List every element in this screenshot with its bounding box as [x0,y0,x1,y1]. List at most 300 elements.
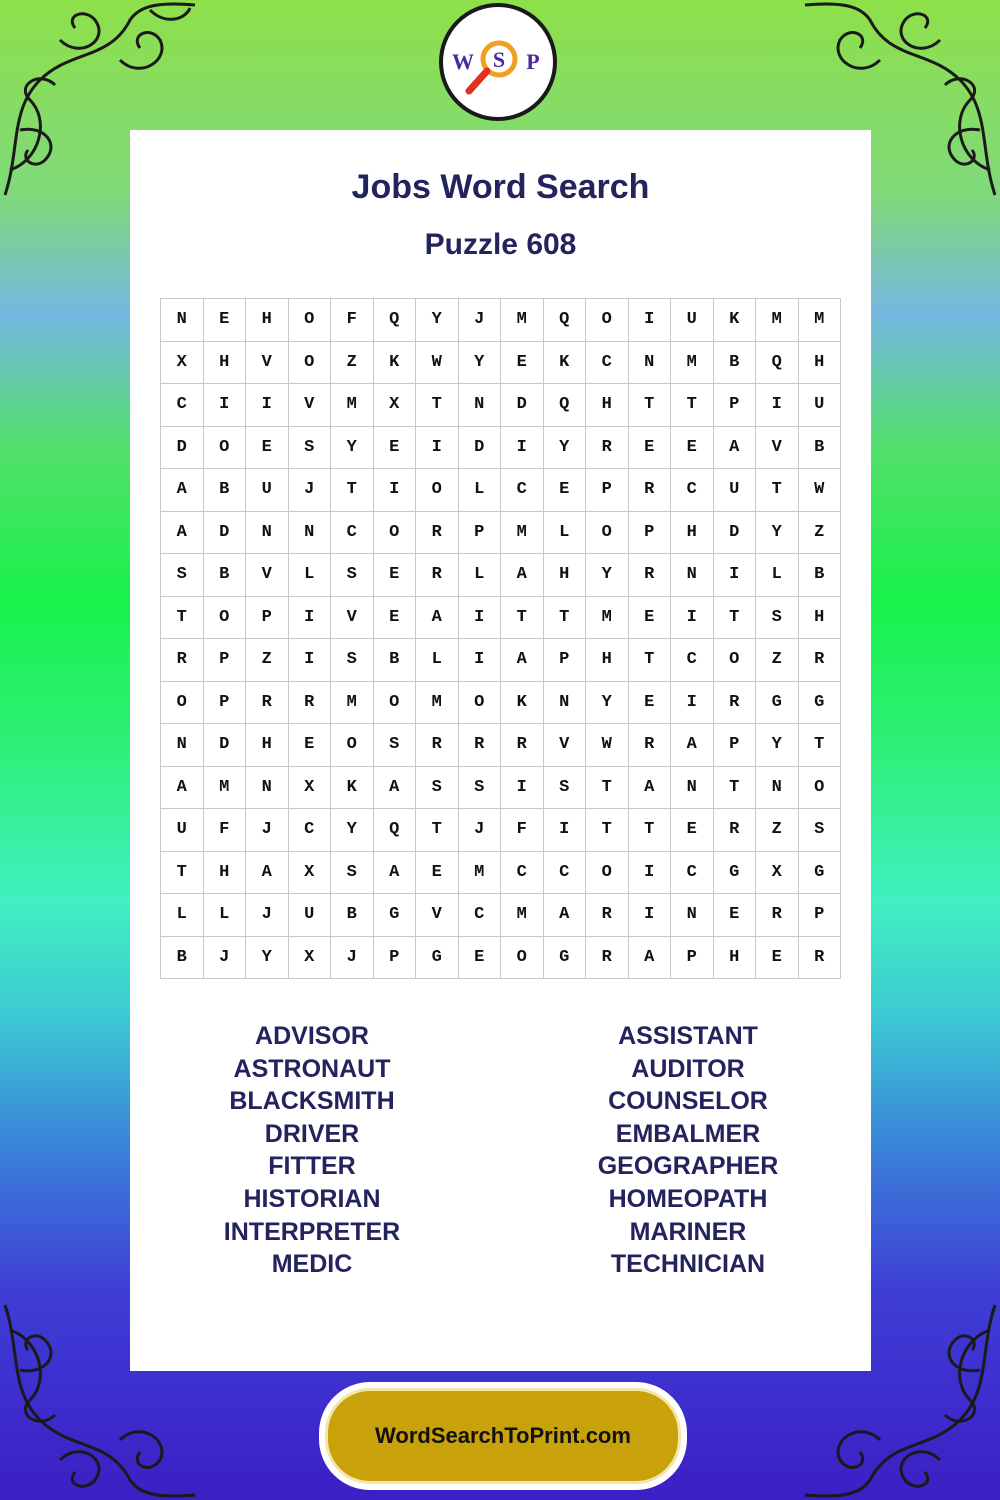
grid-cell[interactable]: S [331,851,374,894]
grid-cell[interactable]: G [798,681,841,724]
grid-cell[interactable]: A [671,724,714,767]
grid-cell[interactable]: E [246,426,289,469]
grid-row [161,426,841,469]
grid-row [161,596,841,639]
grid-cell[interactable]: D [458,426,501,469]
grid-cell[interactable]: P [203,639,246,682]
grid-cell[interactable]: Q [373,299,416,342]
grid-cell[interactable]: N [288,511,331,554]
grid-cell[interactable]: T [628,809,671,852]
grid-cell[interactable]: T [416,384,459,427]
grid-cell[interactable]: B [331,894,374,937]
grid-cell[interactable]: I [543,809,586,852]
grid-cell[interactable]: F [203,809,246,852]
grid-cell[interactable]: P [373,936,416,979]
grid-cell[interactable]: R [416,724,459,767]
grid-cell[interactable]: C [458,894,501,937]
grid-cell[interactable]: D [203,724,246,767]
grid-cell[interactable]: L [203,894,246,937]
grid-cell[interactable]: I [628,851,671,894]
grid-cell[interactable]: E [288,724,331,767]
grid-cell[interactable]: J [203,936,246,979]
grid-cell[interactable]: N [671,554,714,597]
grid-cell[interactable]: E [373,554,416,597]
grid-cell[interactable]: G [416,936,459,979]
word-list-left [162,1020,462,1281]
word-list-item: HOMEOPATH [608,1184,768,1213]
grid-cell[interactable]: I [756,384,799,427]
grid-cell[interactable]: B [713,341,756,384]
word-list-item: FITTER [268,1152,356,1181]
grid-cell[interactable]: N [246,511,289,554]
grid-cell[interactable]: N [671,766,714,809]
grid-cell[interactable]: W [798,469,841,512]
puzzle-card [130,130,871,1371]
grid-cell[interactable]: N [161,299,204,342]
grid-cell[interactable]: C [501,851,544,894]
grid-cell[interactable]: Y [756,511,799,554]
grid-cell[interactable]: T [331,469,374,512]
grid-cell[interactable]: R [798,639,841,682]
grid-cell[interactable]: O [161,681,204,724]
grid-cell[interactable]: V [756,426,799,469]
grid-cell[interactable]: E [203,299,246,342]
grid-cell[interactable]: M [586,596,629,639]
word-list-item: INTERPRETER [223,1217,401,1246]
puzzle-title: Jobs Word Search [351,168,650,206]
grid-cell[interactable]: J [288,469,331,512]
grid-cell[interactable]: A [628,936,671,979]
grid-row [161,639,841,682]
grid-cell[interactable]: P [543,639,586,682]
grid-cell[interactable]: A [246,851,289,894]
grid-cell[interactable]: Y [756,724,799,767]
grid-cell[interactable]: T [161,596,204,639]
grid-cell[interactable]: F [331,299,374,342]
grid-cell[interactable]: O [288,341,331,384]
grid-cell[interactable]: O [586,851,629,894]
grid-cell[interactable]: J [246,809,289,852]
grid-cell[interactable]: R [628,554,671,597]
grid-cell[interactable]: J [331,936,374,979]
grid-cell[interactable]: E [713,894,756,937]
grid-cell[interactable]: C [671,469,714,512]
grid-cell[interactable]: V [246,554,289,597]
grid-cell[interactable]: N [246,766,289,809]
grid-cell[interactable]: T [586,766,629,809]
grid-cell[interactable]: V [543,724,586,767]
grid-cell[interactable]: O [416,469,459,512]
grid-cell[interactable]: P [246,596,289,639]
grid-cell[interactable]: R [628,724,671,767]
grid-row [161,936,841,979]
grid-cell[interactable]: T [628,639,671,682]
grid-cell[interactable]: A [373,851,416,894]
site-link-label: WordSearchToPrint.com [375,1423,631,1448]
grid-cell[interactable]: E [501,341,544,384]
grid-cell[interactable]: T [501,596,544,639]
grid-cell[interactable]: B [798,554,841,597]
grid-cell[interactable]: D [161,426,204,469]
logo-letter-w: W [452,49,474,74]
word-list-item: TECHNICIAN [610,1250,766,1279]
grid-cell[interactable]: K [501,681,544,724]
grid-cell[interactable]: R [246,681,289,724]
grid-cell[interactable]: G [756,681,799,724]
grid-cell[interactable]: R [416,511,459,554]
grid-cell[interactable]: R [756,894,799,937]
grid-cell[interactable]: K [543,341,586,384]
grid-cell[interactable]: A [501,639,544,682]
grid-row [161,469,841,512]
grid-cell[interactable]: P [628,511,671,554]
grid-cell[interactable]: O [331,724,374,767]
word-list-item: BLACKSMITH [229,1087,395,1116]
grid-cell[interactable]: H [246,299,289,342]
word-list-right [538,1020,838,1281]
puzzle-number: Puzzle 608 [424,228,577,261]
grid-cell[interactable]: I [246,384,289,427]
grid-cell[interactable]: U [713,469,756,512]
grid-cell[interactable]: I [501,426,544,469]
grid-cell[interactable]: P [671,936,714,979]
grid-cell[interactable]: T [713,766,756,809]
grid-cell[interactable]: D [203,511,246,554]
word-list-item: ASSISTANT [618,1022,758,1050]
grid-cell[interactable]: S [331,554,374,597]
grid-cell[interactable]: M [501,511,544,554]
grid-cell[interactable]: U [798,384,841,427]
grid-cell[interactable]: I [671,596,714,639]
grid-cell[interactable]: K [713,299,756,342]
grid-cell[interactable]: Y [458,341,501,384]
grid-cell[interactable]: L [756,554,799,597]
grid-cell[interactable]: I [501,766,544,809]
grid-row [161,341,841,384]
grid-cell[interactable]: R [628,469,671,512]
grid-cell[interactable]: A [501,554,544,597]
grid-row [161,851,841,894]
grid-cell[interactable]: H [671,511,714,554]
grid-row [161,681,841,724]
wsp-logo[interactable] [439,3,557,121]
grid-cell[interactable]: M [756,299,799,342]
grid-cell[interactable]: Z [331,341,374,384]
grid-cell[interactable]: X [288,936,331,979]
grid-cell[interactable]: R [288,681,331,724]
grid-cell[interactable]: B [798,426,841,469]
grid-cell[interactable]: Y [586,681,629,724]
grid-cell[interactable]: S [288,426,331,469]
grid-cell[interactable]: M [416,681,459,724]
grid-cell[interactable]: G [543,936,586,979]
grid-cell[interactable]: P [713,724,756,767]
grid-cell[interactable]: A [713,426,756,469]
grid-cell[interactable]: A [543,894,586,937]
grid-cell[interactable]: E [373,596,416,639]
grid-cell[interactable]: S [331,639,374,682]
grid-cell[interactable]: X [373,384,416,427]
grid-cell[interactable]: E [756,936,799,979]
grid-cell[interactable]: Q [756,341,799,384]
grid-cell[interactable]: E [373,426,416,469]
grid-cell[interactable]: T [756,469,799,512]
grid-cell[interactable]: R [713,809,756,852]
grid-cell[interactable]: E [671,809,714,852]
grid-cell[interactable]: B [203,554,246,597]
grid-cell[interactable]: C [501,469,544,512]
grid-cell[interactable]: R [501,724,544,767]
grid-cell[interactable]: C [671,851,714,894]
grid-cell[interactable]: I [288,639,331,682]
grid-cell[interactable]: S [756,596,799,639]
grid-cell[interactable]: I [713,554,756,597]
grid-cell[interactable]: H [713,936,756,979]
grid-cell[interactable]: S [798,809,841,852]
grid-cell[interactable]: J [458,299,501,342]
grid-cell[interactable]: D [501,384,544,427]
grid-row [161,299,841,342]
grid-row [161,894,841,937]
grid-cell[interactable]: W [416,341,459,384]
grid-cell[interactable]: Z [756,639,799,682]
word-list-item: AUDITOR [631,1054,745,1083]
word-list-item: GEOGRAPHER [597,1152,779,1181]
grid-cell[interactable]: J [458,809,501,852]
grid-cell[interactable]: C [671,639,714,682]
grid-cell[interactable]: M [203,766,246,809]
grid-cell[interactable]: E [671,426,714,469]
grid-cell[interactable]: Y [246,936,289,979]
grid-cell[interactable]: A [416,596,459,639]
grid-cell[interactable]: W [586,724,629,767]
grid-cell[interactable]: H [586,384,629,427]
grid-cell[interactable]: M [501,894,544,937]
grid-cell[interactable]: O [586,299,629,342]
logo-letter-s: S [492,47,506,72]
grid-cell[interactable]: T [586,809,629,852]
grid-cell[interactable]: S [373,724,416,767]
grid-cell[interactable]: L [288,554,331,597]
grid-cell[interactable]: Q [543,299,586,342]
grid-cell[interactable]: N [671,894,714,937]
grid-cell[interactable]: C [161,384,204,427]
grid-cell[interactable]: I [288,596,331,639]
grid-cell[interactable]: F [501,809,544,852]
grid-cell[interactable]: I [458,596,501,639]
grid-cell[interactable]: I [628,894,671,937]
grid-cell[interactable]: I [628,299,671,342]
grid-cell[interactable]: M [331,384,374,427]
grid-cell[interactable]: T [161,851,204,894]
grid-cell[interactable]: C [543,851,586,894]
grid-cell[interactable]: N [628,341,671,384]
grid-cell[interactable]: B [161,936,204,979]
grid-cell[interactable]: X [288,766,331,809]
grid-cell[interactable]: E [628,596,671,639]
grid-cell[interactable]: L [416,639,459,682]
grid-cell[interactable]: Y [331,426,374,469]
grid-row [161,809,841,852]
grid-cell[interactable]: E [628,681,671,724]
grid-cell[interactable]: R [586,936,629,979]
grid-cell[interactable]: O [501,936,544,979]
grid-cell[interactable]: A [373,766,416,809]
grid-cell[interactable]: H [798,596,841,639]
grid-row [161,554,841,597]
grid-cell[interactable]: A [628,766,671,809]
grid-cell[interactable]: Y [543,426,586,469]
grid-cell[interactable]: G [373,894,416,937]
grid-cell[interactable]: V [288,384,331,427]
grid-cell[interactable]: O [203,596,246,639]
grid-cell[interactable]: M [458,851,501,894]
grid-cell[interactable]: T [798,724,841,767]
grid-cell[interactable]: U [246,469,289,512]
grid-cell[interactable]: O [458,681,501,724]
grid-row [161,384,841,427]
grid-cell[interactable]: Y [586,554,629,597]
word-list-item: ADVISOR [255,1022,369,1050]
grid-cell[interactable]: C [331,511,374,554]
grid-cell[interactable]: V [246,341,289,384]
grid-cell[interactable]: N [756,766,799,809]
grid-cell[interactable]: L [543,511,586,554]
grid-cell[interactable]: Z [798,511,841,554]
grid-cell[interactable]: Z [246,639,289,682]
grid-cell[interactable]: U [161,809,204,852]
grid-cell[interactable]: H [798,341,841,384]
grid-cell[interactable]: Q [373,809,416,852]
grid-cell[interactable]: N [458,384,501,427]
grid-cell[interactable]: G [713,851,756,894]
grid-cell[interactable]: A [161,511,204,554]
grid-cell[interactable]: S [458,766,501,809]
grid-cell[interactable]: T [543,596,586,639]
grid-cell[interactable]: S [416,766,459,809]
grid-cell[interactable]: O [798,766,841,809]
grid-cell[interactable]: Z [756,809,799,852]
grid-cell[interactable]: E [628,426,671,469]
grid-cell[interactable]: I [203,384,246,427]
grid-cell[interactable]: J [246,894,289,937]
word-list-item: DRIVER [264,1119,360,1148]
site-link-button[interactable] [325,1388,681,1484]
letter-grid [160,298,841,979]
grid-cell[interactable]: V [416,894,459,937]
grid-cell[interactable]: E [416,851,459,894]
grid-cell[interactable]: P [713,384,756,427]
grid-cell[interactable]: T [713,596,756,639]
word-list-item: ASTRONAUT [233,1054,391,1083]
grid-cell[interactable]: L [458,554,501,597]
grid-cell[interactable]: H [203,341,246,384]
grid-cell[interactable]: X [161,341,204,384]
grid-cell[interactable]: N [161,724,204,767]
grid-cell[interactable]: R [161,639,204,682]
grid-cell[interactable]: M [798,299,841,342]
grid-cell[interactable]: T [671,384,714,427]
word-list-item: MEDIC [271,1250,353,1279]
grid-cell[interactable]: R [586,426,629,469]
grid-cell[interactable]: R [586,894,629,937]
grid-cell[interactable]: V [331,596,374,639]
grid-cell[interactable]: R [713,681,756,724]
grid-cell[interactable]: R [798,936,841,979]
grid-cell[interactable]: P [458,511,501,554]
grid-cell[interactable]: X [756,851,799,894]
grid-cell[interactable]: K [331,766,374,809]
grid-cell[interactable]: G [798,851,841,894]
logo-letter-p: P [526,49,540,74]
grid-cell[interactable]: I [671,681,714,724]
word-list-item: COUNSELOR [608,1087,768,1116]
grid-cell[interactable]: D [713,511,756,554]
grid-cell[interactable]: S [543,766,586,809]
grid-cell[interactable]: Y [331,809,374,852]
grid-cell[interactable]: O [713,639,756,682]
grid-cell[interactable]: K [373,341,416,384]
grid-cell[interactable]: I [458,639,501,682]
grid-cell[interactable]: T [628,384,671,427]
grid-cell[interactable]: P [798,894,841,937]
word-list-item: EMBALMER [615,1119,761,1148]
grid-cell[interactable]: X [288,851,331,894]
grid-cell[interactable]: H [246,724,289,767]
word-list-item: MARINER [629,1217,747,1246]
grid-cell[interactable]: O [586,511,629,554]
grid-cell[interactable]: M [501,299,544,342]
word-list-item: HISTORIAN [243,1184,381,1213]
grid-cell[interactable]: O [288,299,331,342]
grid-cell[interactable]: I [416,426,459,469]
grid-cell[interactable]: L [161,894,204,937]
grid-cell[interactable]: O [203,426,246,469]
grid-cell[interactable]: B [203,469,246,512]
grid-cell[interactable]: A [161,766,204,809]
grid-cell[interactable]: P [586,469,629,512]
grid-cell[interactable]: U [288,894,331,937]
grid-cell[interactable]: E [543,469,586,512]
grid-cell[interactable]: H [586,639,629,682]
grid-cell[interactable]: I [373,469,416,512]
grid-cell[interactable]: S [161,554,204,597]
grid-cell[interactable]: U [671,299,714,342]
grid-cell[interactable]: B [373,639,416,682]
grid-cell[interactable]: T [416,809,459,852]
grid-cell[interactable]: P [203,681,246,724]
grid-cell[interactable]: Q [543,384,586,427]
grid-cell[interactable]: N [543,681,586,724]
grid-cell[interactable]: R [416,554,459,597]
grid-cell[interactable]: O [373,681,416,724]
grid-cell[interactable]: L [458,469,501,512]
grid-cell[interactable]: A [161,469,204,512]
grid-cell[interactable]: O [373,511,416,554]
grid-cell[interactable]: C [288,809,331,852]
grid-cell[interactable]: R [458,724,501,767]
grid-cell[interactable]: M [331,681,374,724]
grid-cell[interactable]: M [671,341,714,384]
grid-cell[interactable]: Y [416,299,459,342]
grid-cell[interactable]: C [586,341,629,384]
grid-cell[interactable]: E [458,936,501,979]
grid-cell[interactable]: H [543,554,586,597]
grid-row [161,511,841,554]
grid-cell[interactable]: H [203,851,246,894]
grid-row [161,766,841,809]
grid-row [161,724,841,767]
